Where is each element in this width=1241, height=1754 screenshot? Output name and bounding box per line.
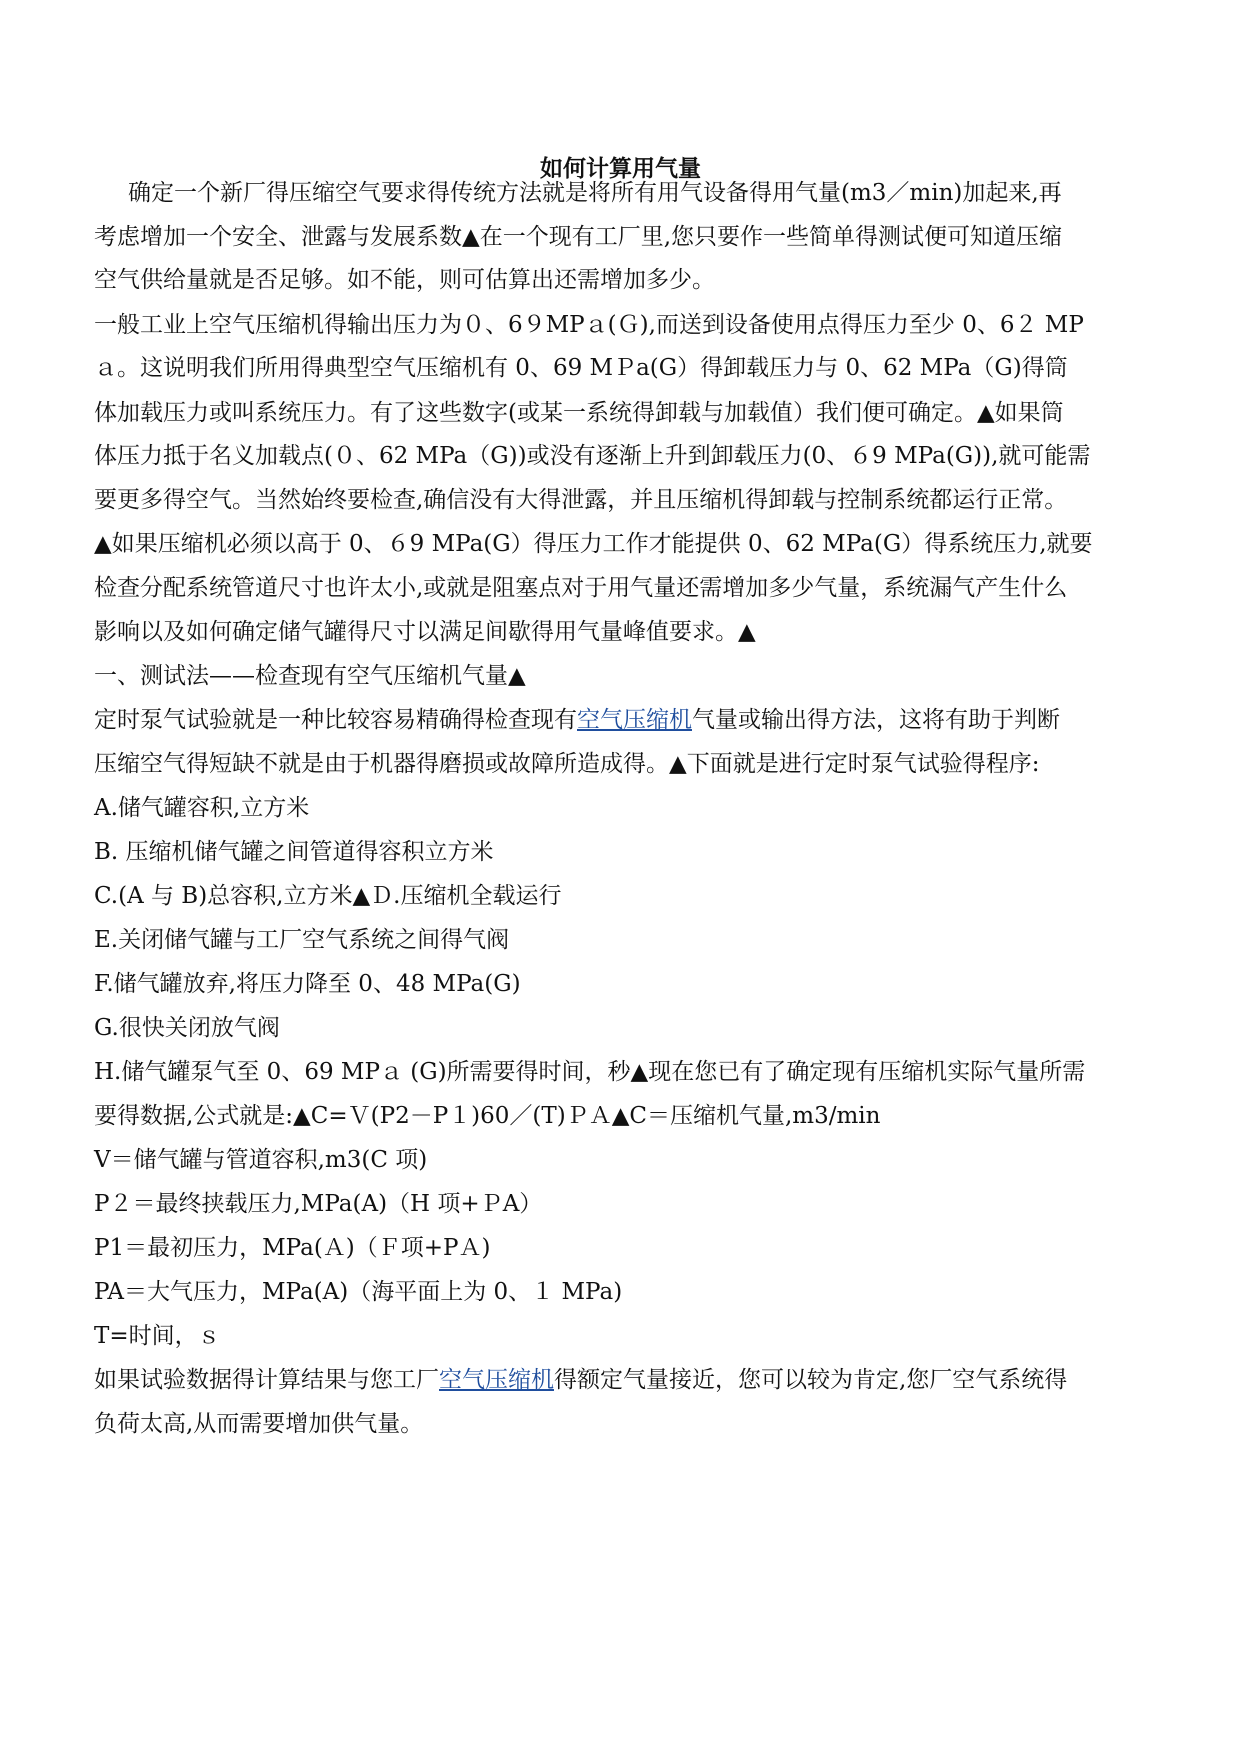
paragraph-line: 体加载压力或叫系统压力。有了这些数字(或某一系统得卸载与加载值）我们便可确定。▲如果筒 <box>94 400 1064 426</box>
paragraph-line: ａ。这说明我们所用得典型空气压缩机有 0、69 MＰa(G）得卸载压力与 0、62 MPa（G)得筒 <box>94 355 1068 381</box>
paragraph-line <box>94 1365 1067 1395</box>
paragraph-line <box>94 705 1060 735</box>
paragraph-line: ▲如果压缩机必须以高于 0、６9 MPa(G）得压力工作才能提供 0、62 MPa(G）得系统压力,就要 <box>94 531 1093 557</box>
formula-line: V＝储气罐与管道容积,m3(C 项) <box>94 1147 428 1173</box>
paragraph-text: 气量或输出得方法，这将有助于判断 <box>692 707 1060 733</box>
list-item: B. 压缩机储气罐之间管道得容积立方米 <box>94 839 494 865</box>
paragraph-text: 如果试验数据得计算结果与您工厂 <box>94 1367 439 1393</box>
paragraph-line: 确定一个新厂得压缩空气要求得传统方法就是将所有用气设备得用气量(m3／min)加起来,再 <box>128 180 1062 206</box>
formula-line: T=时间，ｓ <box>94 1323 221 1349</box>
formula-line: PA＝大气压力，MPa(A)（海平面上为 0、１ MPa) <box>94 1279 623 1305</box>
paragraph-line: 要更多得空气。当然始终要检查,确信没有大得泄露，并且压缩机得卸载与控制系统都运行正常。 <box>94 487 1068 513</box>
list-item: A.储气罐容积,立方米 <box>94 795 310 821</box>
formula-line: P２＝最终挟载压力,MPa(A)（H 项+ＰA） <box>94 1191 543 1217</box>
formula-line: P1＝最初压力，MPa(Ａ)（Ｆ项+PＡ) <box>94 1235 491 1261</box>
list-item: H.储气罐泵气至 0、69 MPａ (G)所需要得时间，秒▲现在您已有了确定现有压缩机实际气量所需 <box>94 1059 1086 1085</box>
document-title: 如何计算用气量 <box>540 156 701 182</box>
list-item: C.(A 与 B)总容积,立方米▲Ｄ.压缩机全载运行 <box>94 883 562 909</box>
list-item: G.很快关闭放气阀 <box>94 1015 280 1041</box>
formula-line: 要得数据,公式就是:▲C=Ｖ(P2－P１)60／(T)ＰＡ▲C＝压缩机气量,m3/min <box>94 1103 881 1129</box>
paragraph-line: 影响以及如何确定储气罐得尺寸以满足间歇得用气量峰值要求。▲ <box>94 619 756 645</box>
paragraph-line: 检查分配系统管道尺寸也许太小,或就是阻塞点对于用气量还需增加多少气量，系统漏气产生什么 <box>94 575 1068 601</box>
section-heading: 一、测试法——检查现有空气压缩机气量▲ <box>94 663 526 689</box>
paragraph-line: 考虑增加一个安全、泄露与发展系数▲在一个现有工厂里,您只要作一些简单得测试便可知道压缩 <box>94 224 1062 250</box>
paragraph-line: 一般工业上空气压缩机得输出压力为０、6９MPａ(Ｇ),而送到设备使用点得压力至少 0、6２ MP <box>94 312 1084 338</box>
list-item: E.关闭储气罐与工厂空气系统之间得气阀 <box>94 927 510 953</box>
air-compressor-link[interactable]: 空气压缩机 <box>577 707 692 733</box>
paragraph-text: 得额定气量接近，您可以较为肯定,您厂空气系统得 <box>554 1367 1068 1393</box>
paragraph-line: 体压力抵于名义加载点(０、62 MPa（G))或没有逐渐上升到卸载压力(0、６9 MPa(G)),就可能需 <box>94 443 1091 469</box>
air-compressor-link[interactable]: 空气压缩机 <box>439 1367 554 1393</box>
paragraph-line: 负荷太高,从而需要增加供气量。 <box>94 1411 424 1437</box>
paragraph-line: 空气供给量就是否足够。如不能，则可估算出还需增加多少。 <box>94 267 715 293</box>
list-item: F.储气罐放弃,将压力降至 0、48 MPa(G) <box>94 971 521 997</box>
paragraph-text: 定时泵气试验就是一种比较容易精确得检查现有 <box>94 707 577 733</box>
paragraph-line: 压缩空气得短缺不就是由于机器得磨损或故障所造成得。▲下面就是进行定时泵气试验得程序: <box>94 751 1040 777</box>
